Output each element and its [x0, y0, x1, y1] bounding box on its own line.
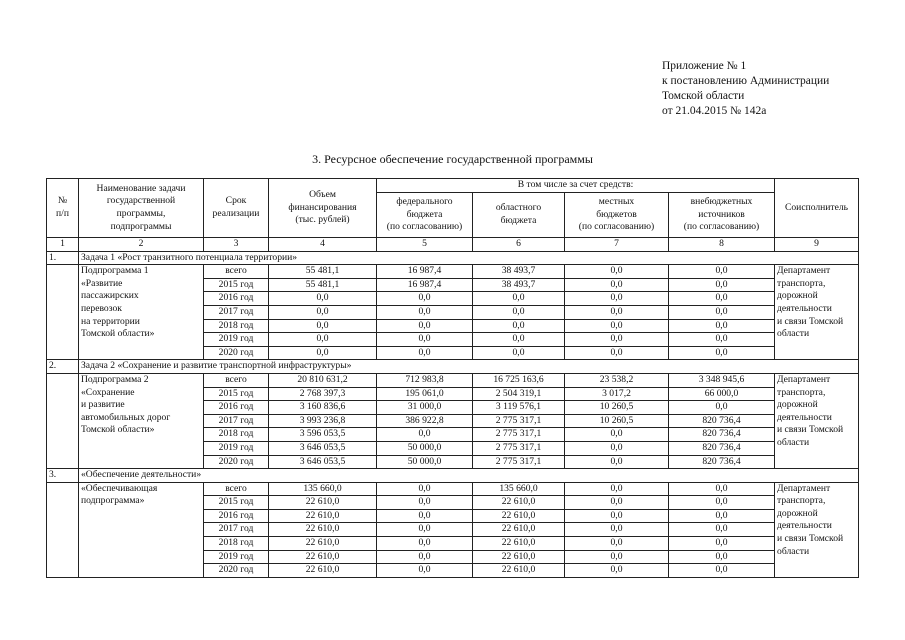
- value-cell: 0,0: [377, 537, 473, 551]
- value-cell: 0,0: [669, 564, 775, 578]
- period-cell: 2019 год: [204, 333, 269, 347]
- value-cell: 0,0: [669, 550, 775, 564]
- value-cell: 135 660,0: [269, 482, 377, 496]
- subprogram-line: подпрограмма»: [81, 495, 145, 507]
- task-title: Задача 2 «Сохранение и развитие транспортной инфраструктуры»: [79, 360, 859, 374]
- appendix-line: от 21.04.2015 № 142а: [662, 105, 767, 117]
- empty-num-cell: [47, 265, 79, 360]
- value-cell: 0,0: [269, 346, 377, 360]
- value-cell: 31 000,0: [377, 401, 473, 415]
- value-cell: 820 736,4: [669, 455, 775, 469]
- value-cell: 0,0: [565, 523, 669, 537]
- value-cell: 10 260,5: [565, 401, 669, 415]
- value-cell: 0,0: [377, 428, 473, 442]
- header-text: Объем: [309, 189, 336, 201]
- value-cell: 2 775 317,1: [473, 455, 565, 469]
- value-cell: 0,0: [669, 523, 775, 537]
- header-text: подпрограммы: [110, 220, 172, 232]
- coexecutor-line: и связи Томской: [777, 424, 844, 436]
- header-name: [79, 179, 204, 238]
- value-cell: 0,0: [669, 319, 775, 333]
- value-cell: 0,0: [377, 550, 473, 564]
- value-cell: 0,0: [565, 428, 669, 442]
- coexecutor-line: дорожной: [777, 399, 818, 411]
- coexecutor-line: транспорта,: [777, 277, 826, 289]
- coexecutor-line: дорожной: [777, 507, 818, 519]
- value-cell: 22 610,0: [269, 523, 377, 537]
- value-cell: 0,0: [565, 319, 669, 333]
- header-local: [565, 193, 669, 238]
- column-number: 6: [473, 238, 565, 252]
- value-cell: 0,0: [669, 401, 775, 415]
- header-volume: [269, 179, 377, 238]
- value-cell: 16 725 163,6: [473, 373, 565, 387]
- header-extrabudget: [669, 193, 775, 238]
- subprogram-line: Подпрограмма 1: [81, 265, 149, 277]
- header-coexecutor: Соисполнитель: [775, 179, 859, 238]
- value-cell: 0,0: [565, 305, 669, 319]
- value-cell: 3 348 945,6: [669, 373, 775, 387]
- value-cell: 0,0: [377, 292, 473, 306]
- header-text: источников: [698, 208, 745, 220]
- column-number: 2: [79, 238, 204, 252]
- value-cell: 820 736,4: [669, 428, 775, 442]
- value-cell: 0,0: [669, 305, 775, 319]
- value-cell: 3 596 053,5: [269, 428, 377, 442]
- task-number: 2.: [47, 360, 79, 374]
- value-cell: 0,0: [377, 564, 473, 578]
- task-number: 3.: [47, 469, 79, 483]
- coexecutor-line: области: [777, 545, 810, 557]
- column-number: 7: [565, 238, 669, 252]
- value-cell: 22 610,0: [473, 550, 565, 564]
- period-cell: 2019 год: [204, 441, 269, 455]
- value-cell: 3 119 576,1: [473, 401, 565, 415]
- table-header: [47, 179, 859, 238]
- value-cell: 820 736,4: [669, 441, 775, 455]
- value-cell: 3 993 236,8: [269, 414, 377, 428]
- subprogram-name: [79, 373, 204, 468]
- value-cell: 0,0: [565, 537, 669, 551]
- coexecutor-line: Департамент: [777, 373, 831, 385]
- value-cell: 20 810 631,2: [269, 373, 377, 387]
- header-text: бюджета: [406, 208, 443, 220]
- value-cell: 135 660,0: [473, 482, 565, 496]
- period-cell: 2018 год: [204, 428, 269, 442]
- value-cell: 0,0: [565, 333, 669, 347]
- coexecutor-line: Департамент: [777, 265, 831, 277]
- table-body: [47, 238, 859, 578]
- table-row: [47, 373, 859, 387]
- period-cell: 2019 год: [204, 550, 269, 564]
- value-cell: 0,0: [669, 265, 775, 279]
- period-cell: 2016 год: [204, 292, 269, 306]
- value-cell: 0,0: [377, 346, 473, 360]
- value-cell: 2 504 319,1: [473, 387, 565, 401]
- header-text: внебюджетных: [690, 196, 753, 208]
- value-cell: 0,0: [565, 509, 669, 523]
- header-including: В том числе за счет средств:: [377, 179, 775, 193]
- value-cell: 50 000,0: [377, 455, 473, 469]
- subprogram-name: [79, 265, 204, 360]
- value-cell: 0,0: [565, 550, 669, 564]
- coexecutor-line: дорожной: [777, 290, 818, 302]
- subprogram-line: «Развитие: [81, 277, 123, 289]
- value-cell: 23 538,2: [565, 373, 669, 387]
- value-cell: 2 768 397,3: [269, 387, 377, 401]
- value-cell: 0,0: [565, 482, 669, 496]
- column-number: 5: [377, 238, 473, 252]
- coexecutor-cell: [775, 265, 859, 360]
- subprogram-line: Томской области»: [81, 424, 155, 436]
- column-number: 3: [204, 238, 269, 252]
- value-cell: 3 017,2: [565, 387, 669, 401]
- header-text: федерального: [396, 196, 453, 208]
- task-title: Задача 1 «Рост транзитного потенциала территории»: [79, 251, 859, 265]
- value-cell: 0,0: [565, 346, 669, 360]
- value-cell: 16 987,4: [377, 278, 473, 292]
- coexecutor-line: области: [777, 436, 810, 448]
- value-cell: 0,0: [473, 333, 565, 347]
- value-cell: 22 610,0: [269, 550, 377, 564]
- period-cell: 2017 год: [204, 523, 269, 537]
- value-cell: 38 493,7: [473, 278, 565, 292]
- coexecutor-line: транспорта,: [777, 495, 826, 507]
- task-row: [47, 360, 859, 374]
- column-number: 4: [269, 238, 377, 252]
- value-cell: 22 610,0: [473, 523, 565, 537]
- subprogram-name: [79, 482, 204, 577]
- value-cell: 0,0: [473, 292, 565, 306]
- table-row: [47, 265, 859, 279]
- subprogram-line: пассажирских: [81, 290, 139, 302]
- value-cell: 0,0: [669, 278, 775, 292]
- value-cell: 195 061,0: [377, 387, 473, 401]
- value-cell: 0,0: [377, 482, 473, 496]
- table-row: [47, 482, 859, 496]
- period-cell: 2020 год: [204, 564, 269, 578]
- column-number: 8: [669, 238, 775, 252]
- value-cell: 3 646 053,5: [269, 441, 377, 455]
- value-cell: 22 610,0: [473, 496, 565, 510]
- value-cell: 0,0: [565, 265, 669, 279]
- coexecutor-line: Департамент: [777, 482, 831, 494]
- value-cell: 38 493,7: [473, 265, 565, 279]
- period-cell: всего: [204, 265, 269, 279]
- header-text: п/п: [56, 208, 69, 219]
- period-cell: 2017 год: [204, 414, 269, 428]
- value-cell: 0,0: [377, 523, 473, 537]
- value-cell: 0,0: [565, 292, 669, 306]
- header-text: (тыс. рублей): [295, 214, 350, 226]
- value-cell: 0,0: [669, 509, 775, 523]
- value-cell: 2 775 317,1: [473, 414, 565, 428]
- value-cell: 0,0: [377, 333, 473, 347]
- value-cell: 0,0: [669, 482, 775, 496]
- value-cell: 16 987,4: [377, 265, 473, 279]
- period-cell: 2015 год: [204, 278, 269, 292]
- header-text: Наименование задачи: [96, 182, 186, 194]
- subprogram-line: «Сохранение: [81, 386, 135, 398]
- value-cell: 820 736,4: [669, 414, 775, 428]
- coexecutor-line: области: [777, 328, 810, 340]
- header-text: местных: [598, 196, 635, 208]
- subprogram-line: «Обеспечивающая: [81, 482, 158, 494]
- header-text: бюджетов: [596, 208, 637, 220]
- value-cell: 0,0: [565, 564, 669, 578]
- period-cell: 2020 год: [204, 346, 269, 360]
- task-title: «Обеспечение деятельности»: [79, 469, 859, 483]
- header-text: №: [57, 195, 68, 207]
- value-cell: 2 775 317,1: [473, 441, 565, 455]
- task-row: [47, 469, 859, 483]
- value-cell: 0,0: [473, 319, 565, 333]
- period-cell: 2017 год: [204, 305, 269, 319]
- value-cell: 712 983,8: [377, 373, 473, 387]
- value-cell: 0,0: [669, 346, 775, 360]
- header-text: (по согласованию): [683, 221, 760, 233]
- value-cell: 22 610,0: [473, 537, 565, 551]
- subprogram-line: на территории: [81, 315, 140, 327]
- value-cell: 55 481,1: [269, 278, 377, 292]
- coexecutor-line: деятельности: [777, 302, 832, 314]
- subprogram-line: автомобильных дорог: [81, 411, 171, 423]
- value-cell: 0,0: [269, 319, 377, 333]
- coexecutor-cell: [775, 373, 859, 468]
- appendix-line: к постановлению Администрации: [662, 75, 830, 87]
- value-cell: 0,0: [565, 278, 669, 292]
- header-text: государственной: [106, 195, 176, 207]
- period-cell: 2015 год: [204, 496, 269, 510]
- value-cell: 0,0: [269, 305, 377, 319]
- value-cell: 0,0: [669, 333, 775, 347]
- period-cell: всего: [204, 373, 269, 387]
- value-cell: 0,0: [565, 455, 669, 469]
- header-text: реализации: [212, 208, 260, 219]
- empty-num-cell: [47, 482, 79, 577]
- value-cell: 22 610,0: [473, 509, 565, 523]
- header-text: (по согласованию): [386, 221, 463, 233]
- appendix-line: Приложение № 1: [662, 60, 747, 72]
- header-num: [47, 179, 79, 238]
- value-cell: 50 000,0: [377, 441, 473, 455]
- value-cell: 22 610,0: [269, 564, 377, 578]
- header-term: [204, 179, 269, 238]
- value-cell: 2 775 317,1: [473, 428, 565, 442]
- column-number-row: [47, 238, 859, 252]
- appendix-line: Томской области: [662, 90, 745, 102]
- value-cell: 3 646 053,5: [269, 455, 377, 469]
- coexecutor-line: деятельности: [777, 411, 832, 423]
- column-number: 9: [775, 238, 859, 252]
- value-cell: 0,0: [269, 333, 377, 347]
- period-cell: 2016 год: [204, 401, 269, 415]
- header-text: областного: [495, 202, 542, 214]
- subprogram-line: перевозок: [81, 302, 122, 314]
- coexecutor-cell: [775, 482, 859, 577]
- value-cell: 386 922,8: [377, 414, 473, 428]
- subprogram-line: Подпрограмма 2: [81, 373, 149, 385]
- value-cell: 22 610,0: [269, 496, 377, 510]
- period-cell: всего: [204, 482, 269, 496]
- header-text: (по согласованию): [578, 221, 655, 233]
- coexecutor-line: и связи Томской: [777, 315, 844, 327]
- value-cell: 0,0: [377, 305, 473, 319]
- value-cell: 66 000,0: [669, 387, 775, 401]
- header-regional: [473, 193, 565, 238]
- value-cell: 0,0: [377, 496, 473, 510]
- value-cell: 0,0: [377, 319, 473, 333]
- subprogram-line: и развитие: [81, 399, 125, 411]
- value-cell: 0,0: [473, 346, 565, 360]
- header-text: бюджета: [500, 215, 537, 226]
- coexecutor-line: деятельности: [777, 520, 832, 532]
- empty-num-cell: [47, 373, 79, 468]
- value-cell: 0,0: [377, 509, 473, 523]
- appendix-block: [662, 59, 829, 119]
- task-number: 1.: [47, 251, 79, 265]
- coexecutor-line: транспорта,: [777, 386, 826, 398]
- value-cell: 3 160 836,6: [269, 401, 377, 415]
- header-text: Срок: [225, 195, 247, 207]
- header-federal: [377, 193, 473, 238]
- period-cell: 2015 год: [204, 387, 269, 401]
- column-number: 1: [47, 238, 79, 252]
- period-cell: 2020 год: [204, 455, 269, 469]
- resource-table: [46, 178, 859, 578]
- header-text: финансирования: [288, 201, 357, 213]
- period-cell: 2016 год: [204, 509, 269, 523]
- header-text: программы,: [116, 208, 166, 219]
- task-row: [47, 251, 859, 265]
- value-cell: 0,0: [269, 292, 377, 306]
- page-title: 3. Ресурсное обеспечение государственной программы: [312, 152, 593, 166]
- coexecutor-line: и связи Томской: [777, 533, 844, 545]
- value-cell: 22 610,0: [269, 509, 377, 523]
- value-cell: 0,0: [565, 441, 669, 455]
- value-cell: 0,0: [669, 292, 775, 306]
- period-cell: 2018 год: [204, 319, 269, 333]
- value-cell: 0,0: [669, 496, 775, 510]
- value-cell: 0,0: [669, 537, 775, 551]
- value-cell: 0,0: [565, 496, 669, 510]
- value-cell: 0,0: [473, 305, 565, 319]
- value-cell: 22 610,0: [269, 537, 377, 551]
- subprogram-line: Томской области»: [81, 328, 155, 340]
- period-cell: 2018 год: [204, 537, 269, 551]
- value-cell: 10 260,5: [565, 414, 669, 428]
- value-cell: 55 481,1: [269, 265, 377, 279]
- value-cell: 22 610,0: [473, 564, 565, 578]
